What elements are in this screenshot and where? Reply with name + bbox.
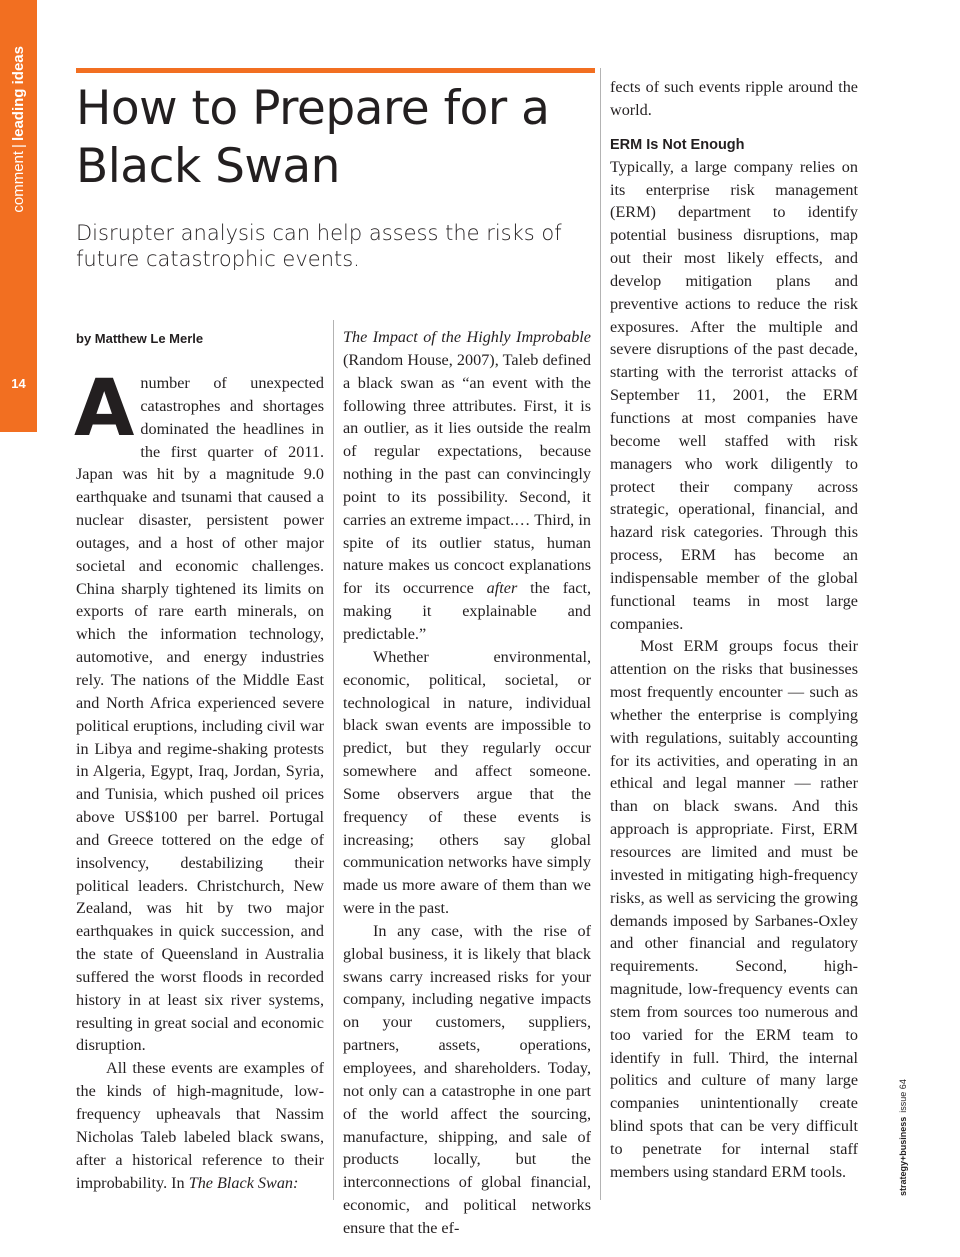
column-3 <box>610 76 858 1184</box>
article-subtitle: Disrupter analysis can help assess the risks of future catastrophic events. <box>76 221 562 271</box>
drop-cap: A <box>74 364 135 454</box>
footer-credit <box>893 1066 913 1196</box>
section-category: comment <box>9 150 27 213</box>
paragraph <box>343 326 591 646</box>
paragraph: In any case, with the rise of global business, it is likely that black swans carry increased risks for your company, including negative impacts on your customers, suppliers, partners, assets, operations, employees, and shareholders. Today, not only can a catastrophe in one part of the world affect the sourcing, manufacture, shipping, and sale of products locally, but the interconnections of global financial, economic, and political networks ensure that the ef- <box>343 921 591 1237</box>
issue-number: issue 64 <box>898 1079 908 1113</box>
column-2 <box>343 326 591 1240</box>
column-divider <box>333 320 334 1200</box>
paragraph <box>74 364 324 1057</box>
paragraph: Most ERM groups focus their attention on the risks that businesses most frequently encounter — such as whether the enterprise is complying with regulations, suitably accounting for its activities, and operating in an ethical and legal manner — rather than on black swans. And this approach is appropriate. First, ERM resources are limited and must be invested in mitigating high-frequency risks, as well as servicing the growing demands imposed by Sarbanes-Oxley and other financial and regulatory requirements. Second, high-magnitude, low-frequency events can stem from sources too numerous and too varied for the ERM team to identify in full. Third, the internal politics and culture of many large companies unintentionally create blind spots that can be very difficult to penetrate for internal staff members using standard ERM tools. <box>610 637 858 1181</box>
section-separator: | <box>9 144 27 148</box>
publication-name: strategy+business <box>898 1116 908 1196</box>
section-heading: ERM Is Not Enough <box>610 136 745 153</box>
title-rule <box>76 68 595 73</box>
section-name: leading ideas <box>9 46 27 142</box>
book-title: The Black Swan: <box>188 1173 299 1192</box>
paragraph <box>76 1057 324 1194</box>
paragraph-text: the fact, making it explainable and predictable.” <box>343 579 591 643</box>
paragraph-text: number of unexpected catastrophes and shortages dominated the headlines in the first quarter of 2011. Japan was hit by a magnitude 9.0 earthquake and tsunami that caused a nuclear disaster, persistent power outages, and a host of other major societal and economic challenges. China sharply tightened its limits on exports of rare earth minerals, on which the information technology, automotive, and energy industries rely. The nations of the Middle East and North Africa experienced severe political eruptions, including civil war in Libya and regime-shaking protests in Algeria, Egypt, Iraq, Jordan, Syria, and Tunisia, which pushed oil prices above US$100 per barrel. Portugal and Greece tottered on the edge of insolvency, destabilizing their political leaders. Christchurch, New Zealand, was hit by two major earthquakes in quick succession, and the state of Queensland in Australia suffered the worst floods in recorded history in at least six river systems, resulting in great social and economic disruption. <box>76 374 324 1055</box>
section-label <box>3 42 33 242</box>
book-title: The Impact of the Highly Improbable <box>343 328 591 346</box>
paragraph-text: All these events are examples of the kinds of high-magnitude, low-frequency upheavals that Nassim Nicholas Taleb labeled black swans, after a historical reference to their improbability. In <box>76 1059 324 1192</box>
column-1 <box>74 364 324 1194</box>
column-divider <box>600 68 601 1200</box>
paragraph: Whether environmental, economic, political, societal, or technological in nature, individual black swan events are impossible to predict, but they regularly occur somewhere and affect someone. Some observers argue that the frequency of these events is increasing; others say global communication networks have simply made us more aware of them than we were in the past. <box>343 647 591 918</box>
paragraph-text: (Random House, 2007), Taleb defined a black swan as “an event with the following three attributes. First, it is an outlier, as it lies outside the realm of regular expectations, because nothing in the past can convincingly point to its possibility. Second, it carries an extreme impact.… Third, in spite of its outlier status, human nature makes us concoct explanations for its occurrence <box>343 350 591 598</box>
page-number: 14 <box>11 376 26 391</box>
paragraph: Typically, a large company relies on its enterprise risk management (ERM) department to identify potential business disruptions, map out their most likely effects, and develop mitigation plans and preventive actions to reduce the risk exposures. After the multiple and severe disruptions of the past decade, starting with the terrorist attacks of September 11, 2001, the ERM functions at most companies have become well staffed with risk managers who work diligently to protect their company across strategic, operational, financial, and hazard risk categories. Through this process, ERM has become an indispensable member of the global functional teams in most large companies. <box>610 157 858 633</box>
byline: by Matthew Le Merle <box>76 331 204 346</box>
article-title: How to Prepare for a Black Swan <box>76 81 550 194</box>
paragraph: fects of such events ripple around the world. <box>610 78 858 119</box>
emphasis: after <box>486 579 518 598</box>
